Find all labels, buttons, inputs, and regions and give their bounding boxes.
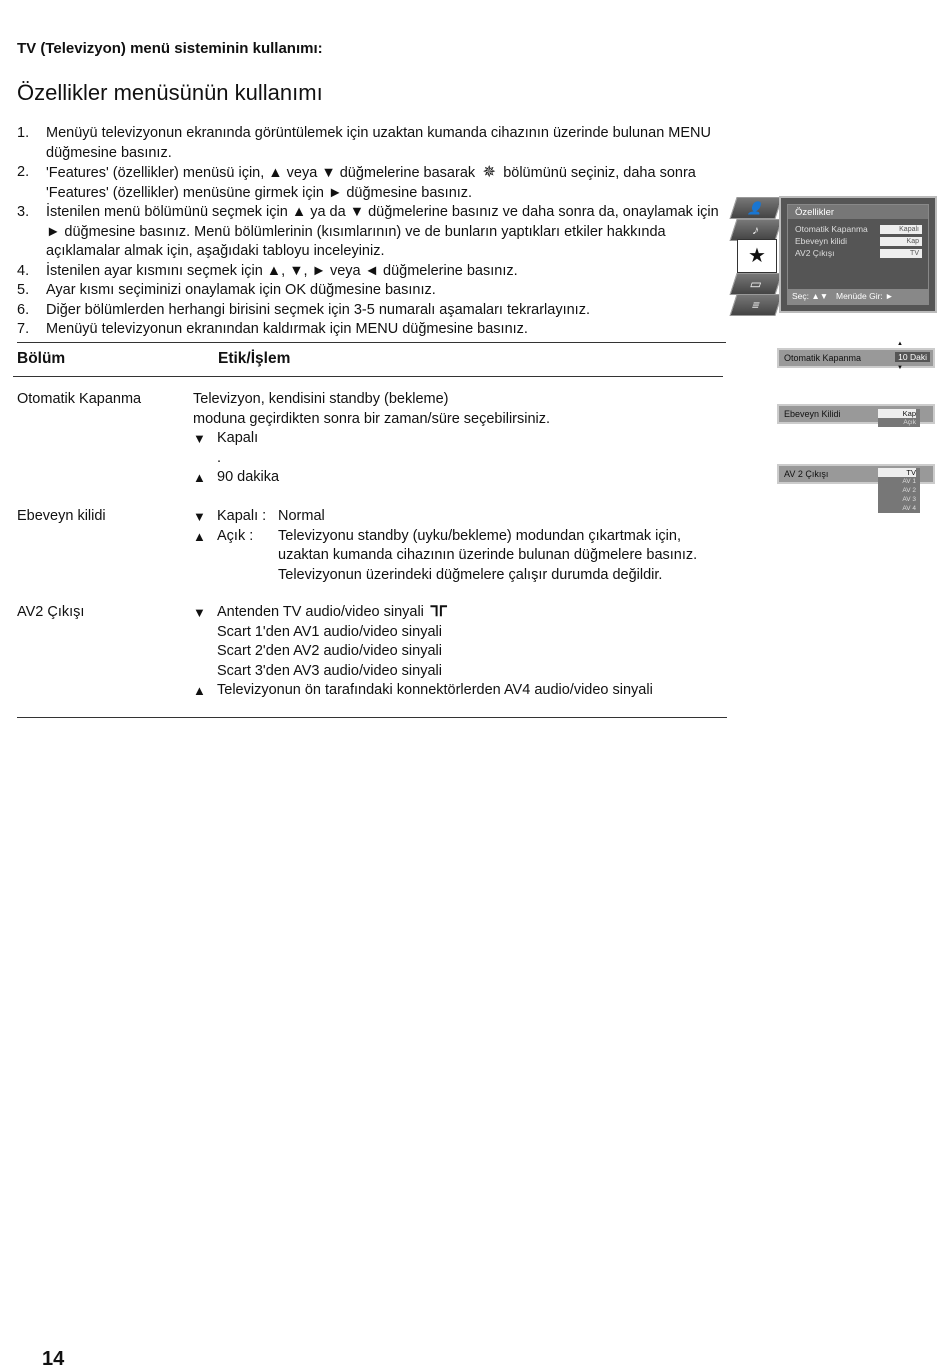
osd-footer — [788, 289, 928, 304]
osd-item-value: Kap — [880, 237, 922, 246]
step-5 — [17, 281, 722, 301]
desc-line: . — [217, 449, 222, 466]
step-text: İstenilen menü bölümünü seçmek için ▲ ya da ▼ düğmelerine basınız ve daha sonra da, onaylamak için ► düğmesine basınız. Menü bölümlerinin (kısımlarının) ve de bunların yaptıkları etkiler hakkında açıklamalar almak için, aşağıdaki tabloyu inceleyiniz. — [46, 204, 719, 259]
osd-item-label: AV2 Çıkışı — [795, 248, 835, 258]
desc-line — [193, 681, 728, 701]
row-label-av2: AV2 Çıkışı — [17, 604, 85, 620]
music-note-icon: ♪ — [729, 219, 782, 241]
page-number: 14 — [42, 1348, 65, 1370]
bar-label: Otomatik Kapanma — [784, 353, 862, 363]
desc-line — [193, 429, 728, 449]
desc-line: Televizyonun üzerindeki düğmelere çalışır durumda değildir. — [278, 566, 663, 583]
step-3 — [17, 203, 722, 262]
list-icon: ≡ — [729, 294, 782, 316]
desc-line — [193, 527, 728, 547]
option-text: Kapalı — [217, 430, 259, 446]
down-arrow-icon: ▼ — [193, 431, 206, 446]
step-text-part: 'Features' (özellikler) menüsü için, ▲ veya ▼ düğmelerine basarak — [46, 165, 476, 181]
row-label-parental: Ebeveyn kilidi — [17, 508, 106, 524]
features-emblem-icon: ✵ — [482, 164, 496, 181]
step-text: Menüyü televizyonun ekranından kaldırmak için MENU düğmesine basınız. — [46, 321, 528, 337]
parental-options — [878, 409, 920, 427]
option-item: AV 4 — [902, 505, 916, 512]
desc-line — [193, 507, 728, 527]
bar-label: Ebeveyn Kilidi — [784, 409, 841, 419]
step-4 — [17, 262, 722, 282]
option-text: Televizyonun ön tarafındaki konnektörlerden AV4 audio/video sinyali — [217, 682, 653, 698]
osd-tab-strip — [733, 195, 779, 313]
step-6 — [17, 301, 722, 321]
option-text: 90 dakika — [217, 469, 280, 485]
desc-line: uzaktan kumanda cihazının üzerinde bulunan düğmelere basınız. — [278, 547, 698, 563]
osd-item-value: TV — [880, 249, 922, 258]
step-number: 6. — [17, 301, 30, 318]
bar-label: AV 2 Çıkışı — [784, 469, 829, 479]
option-item: AV 3 — [902, 496, 916, 503]
instruction-steps — [17, 124, 722, 340]
down-arrow-icon: ▼ — [193, 605, 206, 620]
step-text: Menüyü televizyonun ekranında görüntülemek için uzaktan kumanda cihazının üzerinde bulunan MENU düğmesine basınız. — [46, 125, 711, 161]
step-text: Ayar kısmı seçiminizi onaylamak için OK düğmesine basınız. — [46, 282, 436, 298]
auto-off-setting-bar — [777, 341, 935, 371]
step-7 — [17, 320, 722, 340]
table-header-rule — [13, 376, 723, 377]
step-number: 7. — [17, 321, 30, 337]
step-2 — [17, 163, 722, 203]
step-text — [46, 163, 722, 203]
option-item: AV 1 — [902, 478, 916, 485]
osd-features-menu — [779, 196, 937, 313]
av2-options — [878, 468, 920, 513]
option-text: Antenden TV audio/video sinyali — [217, 604, 424, 620]
desc-line: Scart 1'den AV1 audio/video sinyali — [217, 623, 442, 640]
briefcase-icon: ▭ — [729, 273, 782, 295]
step-text: Diğer bölümlerden herhangi birisini seçmek için 3-5 numaralı aşamaları tekrarlayınız. — [46, 301, 590, 318]
option-label: Kapalı : — [217, 508, 267, 524]
option-item: AV 2 — [902, 487, 916, 494]
desc-line — [193, 603, 728, 623]
osd-item-label: Ebeveyn kilidi — [795, 236, 847, 246]
step-number: 3. — [17, 204, 30, 220]
osd-inner-frame — [787, 204, 929, 305]
row-desc-av2 — [193, 603, 728, 701]
option-label: Açık : — [217, 527, 254, 544]
step-text: İstenilen ayar kısmını seçmek için ▲, ▼, ► veya ◄ düğmelerine basınız. — [46, 262, 518, 279]
desc-line: Scart 2'den AV2 audio/video sinyali — [217, 643, 442, 659]
option-item: Açık — [903, 419, 916, 426]
bar-value: 10 Daki — [895, 352, 930, 362]
osd-footer-select: Seç: ▲▼ — [792, 291, 829, 301]
step-number: 1. — [17, 125, 30, 141]
table-top-rule — [17, 342, 726, 343]
row-desc-parental — [193, 507, 728, 585]
up-arrow-icon: ▲ — [193, 683, 206, 698]
step-text-part: bölümünü seçiniz, daha sonra 'Features' (özellikler) menüsüne girmek için ► düğmesine basınız. — [46, 165, 696, 201]
step-1 — [17, 124, 722, 163]
row-label-auto-off: Otomatik Kapanma — [17, 391, 142, 407]
table-header-section: Bölüm — [17, 350, 66, 367]
desc-line — [193, 468, 728, 488]
features-star-icon: ★ — [737, 239, 777, 273]
option-text: Normal — [278, 508, 325, 524]
osd-item-label: Otomatik Kapanma — [795, 224, 868, 234]
osd-title: Özellikler — [795, 207, 835, 218]
osd-item-value: Kapalı — [880, 225, 922, 234]
option-item: TV — [878, 468, 916, 477]
up-arrow-icon: ▲ — [193, 528, 206, 544]
down-arrow-icon: ▼ — [897, 365, 903, 371]
desc-line: Televizyon, kendisini standby (bekleme) — [193, 391, 449, 407]
antenna-icon: ᒣᒥ — [429, 604, 447, 620]
step-number: 2. — [17, 164, 30, 180]
page-title: Özellikler menüsünün kullanımı — [17, 80, 323, 105]
desc-line: moduna geçirdikten sonra bir zaman/süre seçebilirsiniz. — [193, 410, 551, 427]
desc-line: Scart 3'den AV3 audio/video sinyali — [217, 662, 442, 679]
option-text: Televizyonu standby (uyku/bekleme) modundan çıkartmak için, — [278, 527, 681, 544]
option-item: Kap — [878, 409, 916, 418]
table-header-function: Etik/İşlem — [218, 350, 291, 367]
section-header: TV (Televizyon) menü sisteminin kullanımı: — [17, 40, 323, 57]
table-bottom-rule — [17, 717, 727, 718]
step-number: 4. — [17, 262, 30, 279]
osd-footer-enter: Menüde Gir: ► — [836, 291, 894, 301]
down-arrow-icon: ▼ — [193, 509, 206, 524]
person-icon: 👤 — [729, 197, 782, 219]
up-arrow-icon: ▲ — [193, 470, 206, 485]
up-arrow-icon: ▲ — [897, 341, 903, 347]
row-desc-auto-off — [193, 390, 728, 488]
step-number: 5. — [17, 282, 30, 298]
